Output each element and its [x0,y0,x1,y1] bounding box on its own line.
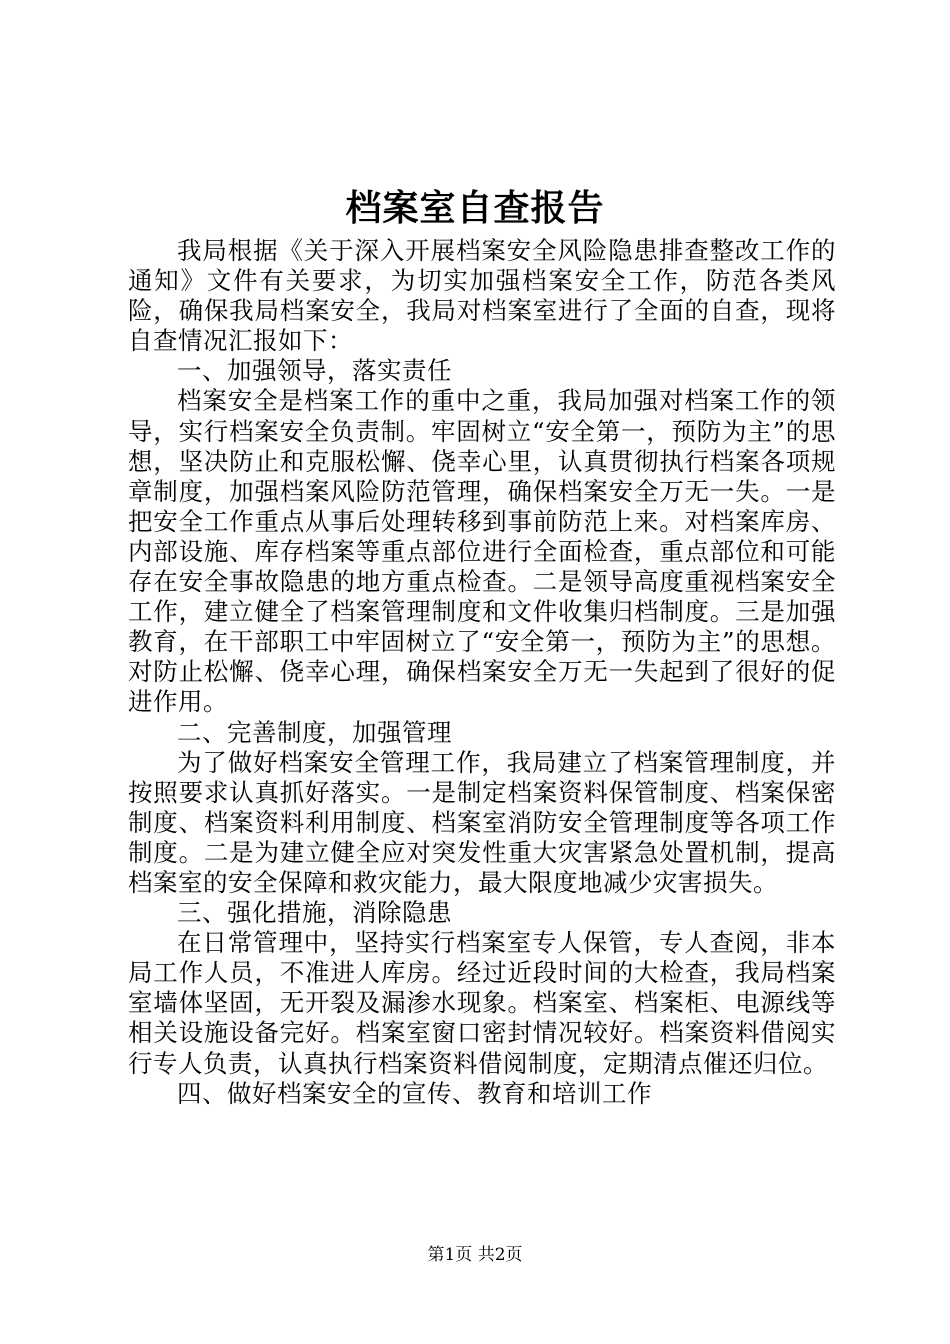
document-body [128,236,836,1109]
page-footer: 第1页 共2页 [427,1245,523,1265]
section-heading-2: 二、完善制度，加强管理 [177,717,452,747]
section-heading-1: 一、加强领导，落实责任 [177,356,452,386]
document-title: 档案室自查报告 [345,187,605,229]
section-paragraph-3: 在日常管理中，坚持实行档案室专人保管，专人查阅，非本局工作人员，不准进人库房。经过近段时间的大检查，我局档案室墙体坚固，无开裂及漏渗水现象。档案室、档案柜、电源线等相关设施设备完好。档案室窗口密封情况较好。档案资料借阅实行专人负责，认真执行档案资料借阅制度，定期清点催还归位。 [128,928,836,1078]
section-paragraph-2: 为了做好档案安全管理工作，我局建立了档案管理制度，并按照要求认真抓好落实。一是制定档案资料保管制度、档案保密制度、档案资料利用制度、档案室消防安全管理制度等各项工作制度。二是为建立健全应对突发性重大灾害紧急处置机制，提高档案室的安全保障和救灾能力，最大限度地减少灾害损失。 [128,747,836,897]
section-paragraph-1: 档案安全是档案工作的重中之重，我局加强对档案工作的领导，实行档案安全负责制。牢固树立“安全第一，预防为主”的思想，坚决防止和克服松懈、侥幸心里，认真贯彻执行档案各项规章制度，加强档案风险防范管理，确保档案安全万无一失。一是把安全工作重点从事后处理转移到事前防范上来。对档案库房、内部设施、库存档案等重点部位进行全面检查，重点部位和可能存在安全事故隐患的地方重点检查。二是领导高度重视档案安全工作，建立健全了档案管理制度和文件收集归档制度。三是加强教育，在干部职工中牢固树立了“安全第一，预防为主”的思想。对防止松懈、侥幸心理，确保档案安全万无一失起到了很好的促进作用。 [128,386,836,717]
intro-paragraph: 我局根据《关于深入开展档案安全风险隐患排查整改工作的通知》文件有关要求，为切实加强档案安全工作，防范各类风险，确保我局档案安全，我局对档案室进行了全面的自查，现将自查情况汇报如下： [128,236,836,356]
section-heading-4: 四、做好档案安全的宣传、教育和培训工作 [177,1078,652,1108]
section-heading-3: 三、强化措施，消除隐患 [177,898,452,928]
